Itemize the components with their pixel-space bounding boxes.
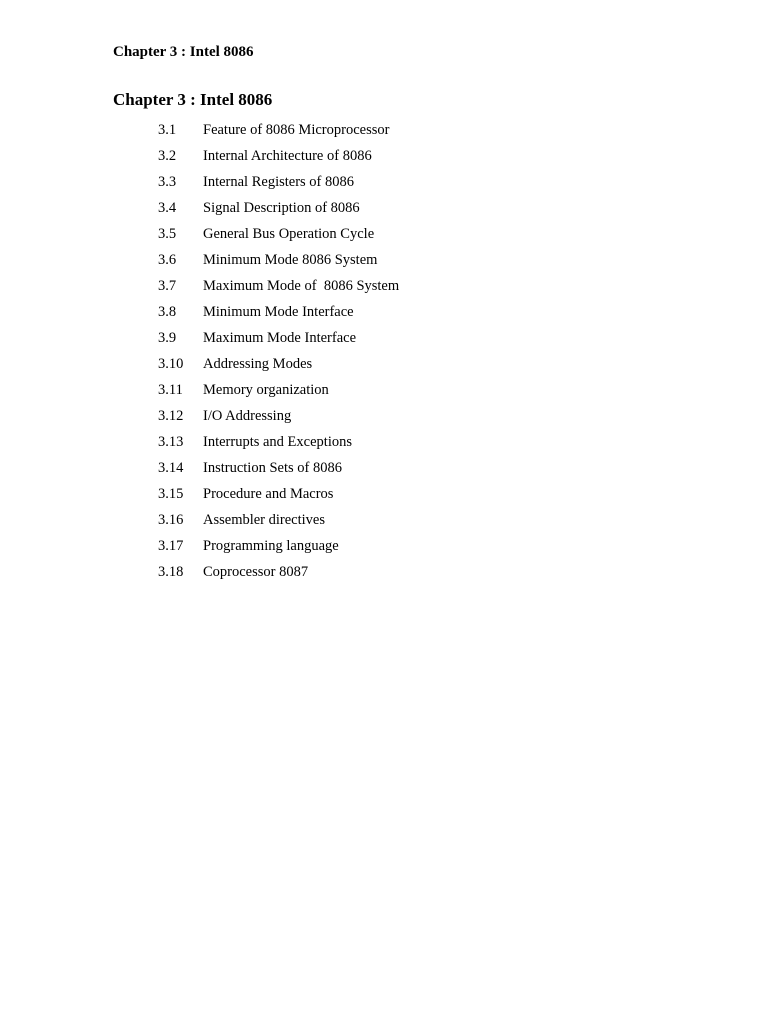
section-number: 3.18 (158, 564, 184, 580)
section-number: 3.11 (158, 382, 183, 398)
section-item (158, 120, 399, 146)
section-item (158, 276, 399, 302)
section-title: Minimum Mode Interface (203, 304, 354, 320)
section-number: 3.14 (158, 460, 184, 476)
section-item (158, 484, 399, 510)
section-number: 3.10 (158, 356, 184, 372)
section-title: Internal Registers of 8086 (203, 174, 355, 190)
section-list (158, 120, 399, 588)
section-title: Memory organization (203, 382, 329, 398)
section-title: Maximum Mode Interface (203, 330, 357, 346)
section-title: Signal Description of 8086 (203, 200, 360, 216)
section-title: Procedure and Macros (203, 486, 334, 502)
section-number: 3.3 (158, 174, 177, 190)
section-number: 3.7 (158, 278, 177, 294)
section-title: Instruction Sets of 8086 (203, 460, 342, 476)
section-title: Coprocessor 8087 (203, 564, 309, 580)
section-title: General Bus Operation Cycle (203, 226, 375, 242)
section-number: 3.17 (158, 538, 184, 554)
section-title: Assembler directives (203, 512, 326, 528)
section-item (158, 562, 399, 588)
section-item (158, 146, 399, 172)
section-item (158, 380, 399, 406)
section-item (158, 250, 399, 276)
section-item (158, 328, 399, 354)
section-item (158, 302, 399, 328)
section-number: 3.1 (158, 122, 177, 138)
section-title: Maximum Mode of 8086 System (203, 278, 400, 294)
section-number: 3.13 (158, 434, 184, 450)
section-title: Feature of 8086 Microprocessor (203, 122, 390, 138)
section-title: Interrupts and Exceptions (203, 434, 352, 450)
chapter-title: Chapter 3 : Intel 8086 (113, 90, 273, 109)
section-item (158, 510, 399, 536)
section-item (158, 536, 399, 562)
section-number: 3.2 (158, 148, 177, 164)
section-item (158, 224, 399, 250)
section-title: Addressing Modes (203, 356, 313, 372)
section-number: 3.12 (158, 408, 184, 424)
section-item (158, 432, 399, 458)
section-number: 3.5 (158, 226, 177, 242)
running-header: Chapter 3 : Intel 8086 (113, 44, 254, 60)
section-number: 3.9 (158, 330, 177, 346)
section-number: 3.6 (158, 252, 177, 268)
section-title: Minimum Mode 8086 System (203, 252, 378, 268)
section-item (158, 406, 399, 432)
section-number: 3.15 (158, 486, 184, 502)
section-number: 3.4 (158, 200, 177, 216)
section-title: I/O Addressing (203, 408, 292, 424)
section-item (158, 354, 399, 380)
section-title: Programming language (203, 538, 339, 554)
section-item (158, 458, 399, 484)
section-item (158, 172, 399, 198)
section-item (158, 198, 399, 224)
section-number: 3.16 (158, 512, 184, 528)
section-number: 3.8 (158, 304, 177, 320)
section-title: Internal Architecture of 8086 (203, 148, 372, 164)
